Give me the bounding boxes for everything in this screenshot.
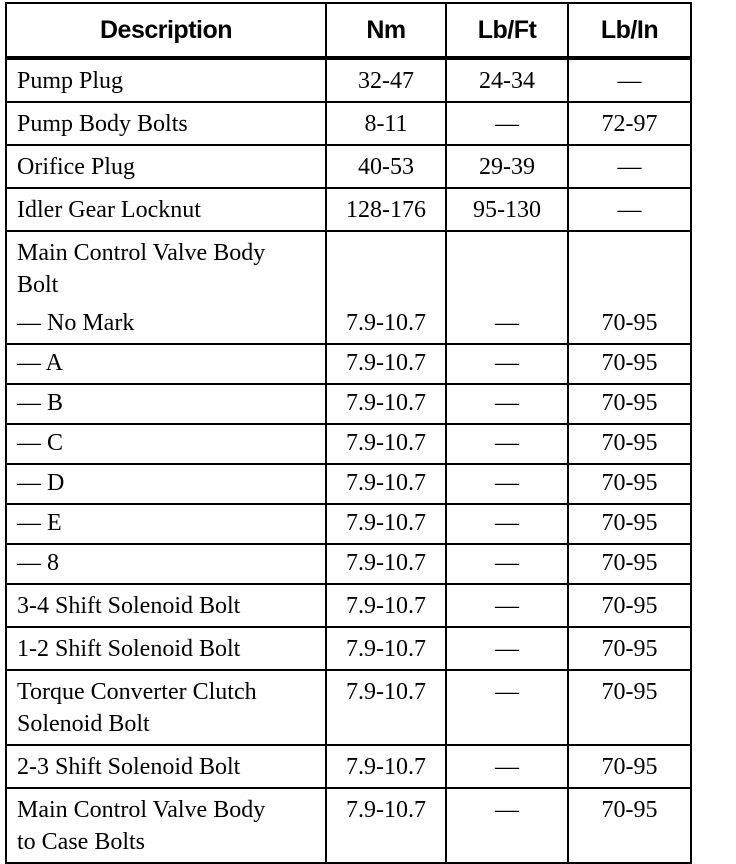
cell-description-line: Orifice Plug [17, 154, 135, 180]
cell-description-line: 3-4 Shift Solenoid Bolt [17, 593, 241, 619]
cell-lbin: 70-95 [568, 344, 691, 384]
cell-lbin: — [568, 58, 691, 102]
cell-nm: 7.9-10.7 [326, 584, 446, 627]
cell-lbin: 70-95 [568, 584, 691, 627]
cell-nm: 7.9-10.7 [326, 384, 446, 424]
cell-description-line: Torque Converter Clutch [17, 679, 257, 705]
table-row [6, 384, 691, 424]
cell-nm: 7.9-10.7 [326, 464, 446, 504]
cell-description-line: 2-3 Shift Solenoid Bolt [17, 754, 241, 780]
cell-lbin: 70-95 [568, 627, 691, 670]
cell-nm: 7.9-10.7 [326, 305, 446, 344]
table-row [6, 670, 691, 745]
cell-nm: 128-176 [326, 188, 446, 231]
cell-description: — E [6, 504, 326, 544]
cell-nm: 7.9-10.7 [326, 788, 446, 863]
cell-description-line: to Case Bolts [17, 829, 146, 855]
cell-nm-empty [326, 231, 446, 305]
torque-spec-sheet [5, 2, 690, 864]
torque-spec-table [5, 2, 692, 864]
cell-lbin: — [568, 188, 691, 231]
cell-description [6, 788, 326, 863]
cell-lbin: 70-95 [568, 788, 691, 863]
cell-description: — 8 [6, 544, 326, 584]
cell-lbin-empty [568, 231, 691, 305]
table-row [6, 145, 691, 188]
cell-lbin: 70-95 [568, 544, 691, 584]
cell-lbin: 70-95 [568, 670, 691, 745]
cell-description [6, 145, 326, 188]
cell-description [6, 670, 326, 745]
cell-description [6, 102, 326, 145]
cell-lbft: — [446, 344, 568, 384]
cell-nm: 7.9-10.7 [326, 627, 446, 670]
cell-description-line: Solenoid Bolt [17, 711, 150, 737]
table-row [6, 424, 691, 464]
table-row [6, 344, 691, 384]
cell-description: — B [6, 384, 326, 424]
cell-description-line: Idler Gear Locknut [17, 197, 201, 223]
cell-lbft-empty [446, 231, 568, 305]
cell-lbin: 70-95 [568, 504, 691, 544]
cell-description: — D [6, 464, 326, 504]
table-row [6, 788, 691, 863]
cell-nm: 7.9-10.7 [326, 504, 446, 544]
cell-lbft: — [446, 788, 568, 863]
cell-lbft: — [446, 544, 568, 584]
cell-nm: 8-11 [326, 102, 446, 145]
header-lbft: Lb/Ft [446, 3, 568, 58]
table-row [6, 464, 691, 504]
cell-description-line: 1-2 Shift Solenoid Bolt [17, 636, 241, 662]
cell-lbin: 70-95 [568, 384, 691, 424]
cell-lbin: 72-97 [568, 102, 691, 145]
cell-lbin: 70-95 [568, 464, 691, 504]
cell-nm: 7.9-10.7 [326, 544, 446, 584]
cell-lbft: 95-130 [446, 188, 568, 231]
cell-description: — C [6, 424, 326, 464]
table-row [6, 745, 691, 788]
table-row [6, 627, 691, 670]
cell-nm: 7.9-10.7 [326, 344, 446, 384]
header-lbin: Lb/In [568, 3, 691, 58]
header-description: Description [6, 3, 326, 58]
cell-description [6, 188, 326, 231]
cell-description [6, 627, 326, 670]
table-body [6, 58, 691, 863]
cell-lbin: 70-95 [568, 305, 691, 344]
table-row [6, 305, 691, 344]
cell-description-line: Main Control Valve Body [17, 797, 266, 823]
table-row [6, 544, 691, 584]
table-row [6, 584, 691, 627]
cell-nm: 40-53 [326, 145, 446, 188]
cell-nm: 7.9-10.7 [326, 670, 446, 745]
cell-nm: 7.9-10.7 [326, 745, 446, 788]
cell-lbft: — [446, 102, 568, 145]
cell-lbin: 70-95 [568, 745, 691, 788]
header-row [6, 3, 691, 58]
cell-lbft: — [446, 584, 568, 627]
cell-nm: 32-47 [326, 58, 446, 102]
cell-nm: 7.9-10.7 [326, 424, 446, 464]
group-title-row [6, 231, 691, 305]
header-nm: Nm [326, 3, 446, 58]
cell-lbin: — [568, 145, 691, 188]
table-row [6, 102, 691, 145]
cell-lbft: — [446, 424, 568, 464]
table-row [6, 58, 691, 102]
cell-lbft: — [446, 745, 568, 788]
cell-lbft: — [446, 627, 568, 670]
cell-description: — No Mark [6, 305, 326, 344]
cell-description [6, 58, 326, 102]
table-row [6, 504, 691, 544]
group-title-line: Main Control Valve Body [17, 240, 266, 266]
cell-lbft: 29-39 [446, 145, 568, 188]
cell-lbft: — [446, 384, 568, 424]
cell-description-line: Pump Body Bolts [17, 111, 188, 137]
cell-lbft: — [446, 670, 568, 745]
cell-description [6, 745, 326, 788]
cell-description-line: Pump Plug [17, 68, 124, 94]
cell-lbin: 70-95 [568, 424, 691, 464]
cell-lbft: — [446, 464, 568, 504]
cell-description: — A [6, 344, 326, 384]
cell-lbft: — [446, 504, 568, 544]
cell-lbft: — [446, 305, 568, 344]
table-row [6, 188, 691, 231]
cell-lbft: 24-34 [446, 58, 568, 102]
cell-description [6, 584, 326, 627]
group-title [6, 231, 326, 305]
group-title-line: Bolt [17, 272, 59, 298]
